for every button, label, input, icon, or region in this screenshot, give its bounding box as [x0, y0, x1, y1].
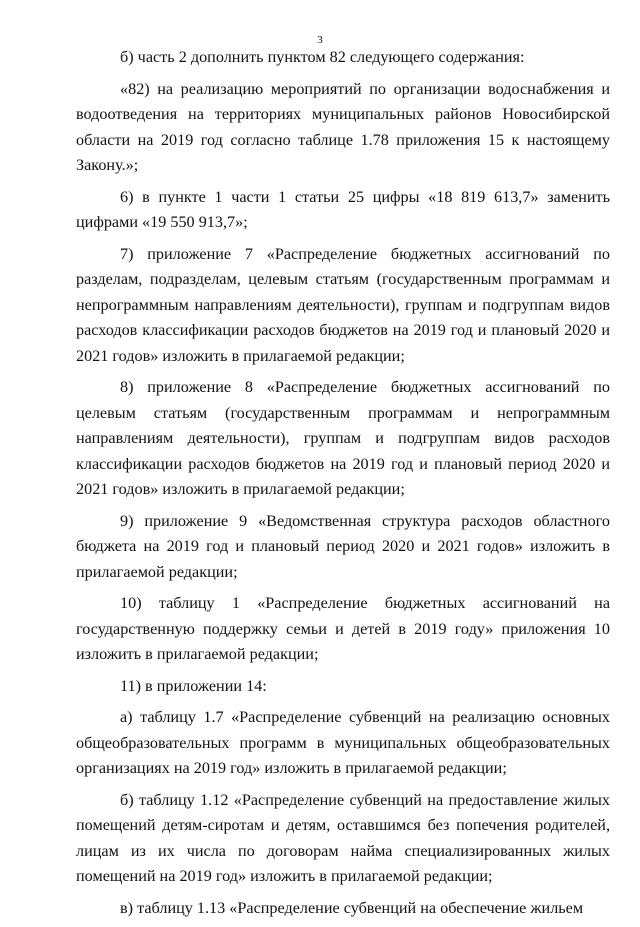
paragraph-item-6: 6) в пункте 1 части 1 статьи 25 цифры «18 819 613,7» заменить цифрами «19 550 913,7»; [76, 187, 610, 231]
paragraph-item-b-part2: б) часть 2 дополнить пунктом 82 следующего содержания: [120, 48, 525, 66]
paragraph-point-82: «82) на реализацию мероприятий по организации водоснабжения и водоотведения на территориях муниципальных районов Новосибирской области на 2019 год согласно таблице 1.78 приложения 15 к настоящему Закону.»; [76, 79, 610, 174]
page-number: 3 [317, 34, 323, 46]
paragraph-item-8: 8) приложение 8 «Распределение бюджетных ассигнований по целевым статьям (государственным программам и непрограммным направлениям деятельности), группам и подгруппам видов расходов классификации расходов бюджетов на 2019 год и плановый период 2020 и 2021 годов» изложить в прилагаемой редакции; [76, 378, 610, 498]
paragraph-subitem-v: в) таблицу 1.13 «Распределение субвенций на обеспечение жильем [120, 898, 584, 917]
paragraph-item-10: 10) таблицу 1 «Распределение бюджетных ассигнований на государственную поддержку семьи и детей в 2019 году» приложения 10 изложить в прилагаемой редакции; [76, 594, 610, 663]
paragraph-subitem-b: б) таблицу 1.12 «Распределение субвенций на предоставление жилых помещений детям-сиротам и детям, оставшимся без попечения родителей, лицам из их числа по договорам найма специализированных жилых помещений на 2019 год» изложить в прилагаемой редакции; [76, 790, 610, 885]
paragraph-item-7: 7) приложение 7 «Распределение бюджетных ассигнований по разделам, подразделам, целевым статьям (государственным программам и непрограммным направлениям деятельности), группам и подгруппам видов расходов классификации расходов бюджетов на 2019 год и плановый 2020 и 2021 годов» изложить в прилагаемой редакции; [76, 244, 610, 365]
document-body [76, 45, 610, 927]
paragraph-subitem-a: а) таблицу 1.7 «Распределение субвенций на реализацию основных общеобразовательных программ в муниципальных общеобразовательных организациях на 2019 год» изложить в прилагаемой редакции; [76, 708, 610, 777]
paragraph-item-9: 9) приложение 9 «Ведомственная структура расходов областного бюджета на 2019 год и плановый период 2020 и 2021 годов» изложить в прилагаемой редакции; [76, 511, 610, 581]
paragraph-item-11: 11) в приложении 14: [120, 676, 267, 695]
